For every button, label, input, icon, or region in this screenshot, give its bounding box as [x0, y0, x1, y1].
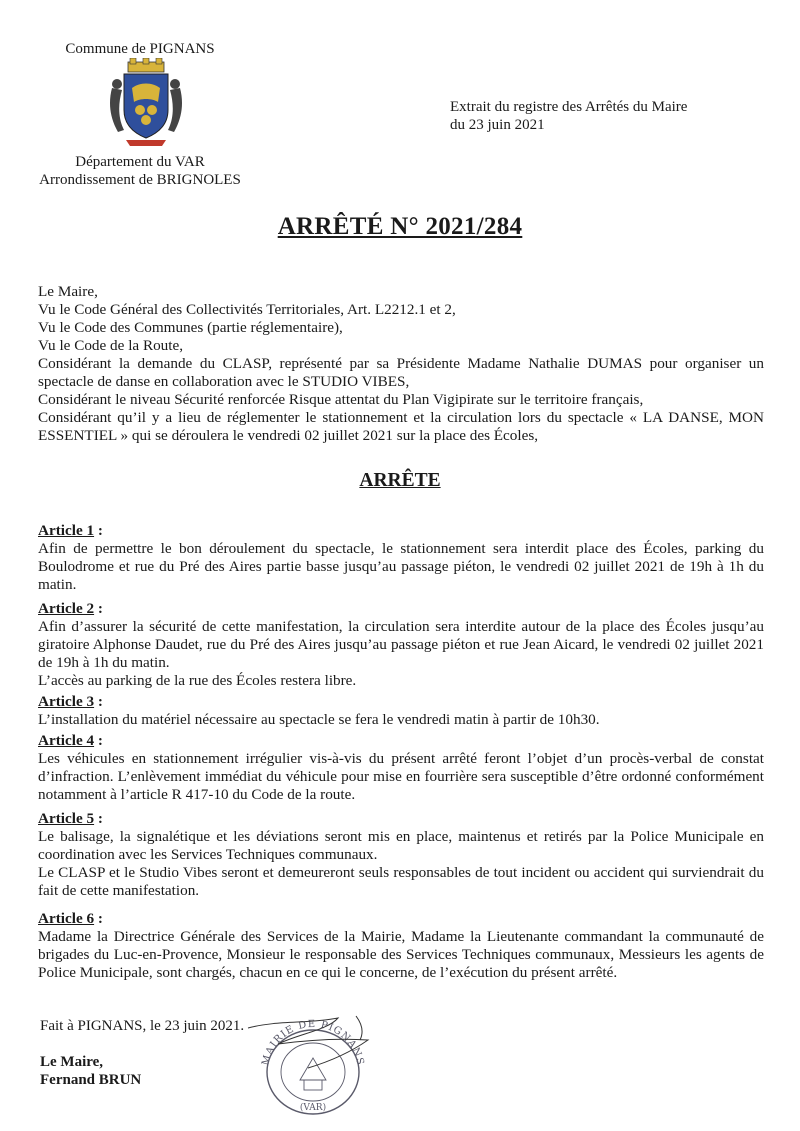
article-colon: : — [94, 600, 103, 617]
preamble-line: Considérant la demande du CLASP, représenté par sa Présidente Madame Nathalie DUMAS pour organiser un spectacle de danse en collaboration avec le STUDIO VIBES, — [38, 355, 764, 390]
stamp-top-text: MAIRIE DE PIGNANS — [260, 1018, 366, 1067]
place-and-date: Fait à PIGNANS, le 23 juin 2021. — [40, 1018, 245, 1034]
article-2 — [38, 600, 764, 690]
administrative-header — [20, 153, 260, 189]
article-colon: : — [94, 810, 103, 827]
article-paragraph: Afin de permettre le bon déroulement du spectacle, le stationnement sera interdit place des Écoles, parking du Boulodrome et rue du Pré des Aires partie basse jusqu’au passage piéton, le vendredi 02 juillet 2021 de 19h à 1h du matin. — [38, 540, 764, 593]
article-paragraph: Les véhicules en stationnement irrégulier vis-à-vis du présent arrêté feront l’objet d’un procès-verbal de constat d’infraction. L’enlèvement immédiat du véhicule pour mise en fourrière sera susceptible d’être ordonné conformément notamment à l’article R 417-10 du Code de la route. — [38, 750, 764, 803]
registry-extract — [450, 98, 687, 134]
extract-date: du 23 juin 2021 — [450, 117, 545, 133]
article-colon: : — [94, 522, 103, 539]
article-4 — [38, 732, 764, 804]
article-title: Article 2 — [38, 600, 95, 617]
article-6 — [38, 910, 764, 982]
arrete-heading: ARRÊTE — [359, 470, 441, 491]
arrondissement: Arrondissement de BRIGNOLES — [39, 172, 241, 188]
article-title: Article 4 — [38, 732, 95, 749]
preamble — [38, 283, 764, 445]
preamble-line: Considérant le niveau Sécurité renforcée Risque attentat du Plan Vigipirate sur le territoire français, — [38, 391, 644, 408]
commune-name: Commune de PIGNANS — [65, 41, 215, 57]
extract-line-1: Extrait du registre des Arrêtés du Maire — [450, 99, 688, 115]
article-title: Article 1 — [38, 522, 95, 539]
article-paragraph: Afin d’assurer la sécurité de cette manifestation, la circulation sera interdite autour de la place des Écoles jusqu’au giratoire Alphonse Daudet, rue du Pré des Aires jusqu’au passage piéton et rue Jean Aicard, le vendredi 02 juillet 2021 de 19h à 1h du matin. — [38, 618, 764, 671]
article-colon: : — [94, 732, 103, 749]
preamble-line: Considérant qu’il y a lieu de réglementer le stationnement et la circulation lors du spectacle « LA DANSE, MON ESSENTIEL » qui se déroulera le vendredi 02 juillet 2021 sur la place des Écoles, — [38, 409, 764, 444]
articles — [38, 522, 764, 982]
coat-of-arms-icon — [104, 58, 188, 150]
article-title: Article 6 — [38, 910, 95, 927]
article-colon: : — [94, 910, 103, 927]
article-title: Article 5 — [38, 810, 95, 827]
article-3 — [38, 693, 764, 729]
mairie-stamp-icon — [238, 1010, 388, 1120]
preamble-line: Vu le Code Général des Collectivités Territoriales, Art. L2212.1 et 2, — [38, 301, 456, 318]
article-paragraph: Madame la Directrice Générale des Services de la Mairie, Madame la Lieutenante commandant la communauté de brigades du Luc-en-Provence, Monsieur le responsable des Services Techniques communaux, Messieurs les agents de Police Municipale, sont chargés, chacun en ce qui le concerne, de l’exécution du présent arrêté. — [38, 928, 764, 981]
departement: Département du VAR — [75, 154, 205, 170]
stamp-bottom-text: (VAR) — [299, 1103, 327, 1113]
document-title: ARRÊTÉ N° 2021/284 — [277, 213, 523, 240]
article-1 — [38, 522, 764, 594]
signatory-name: Fernand BRUN — [40, 1072, 142, 1088]
article-paragraph: L’accès au parking de la rue des Écoles restera libre. — [38, 672, 357, 689]
preamble-line: Vu le Code des Communes (partie réglementaire), — [38, 319, 343, 336]
article-5 — [38, 810, 764, 900]
article-colon: : — [94, 693, 103, 710]
article-paragraph: Le balisage, la signalétique et les déviations seront mis en place, maintenus et retirés par la Police Municipale en coordination avec les Services Techniques communaux. — [38, 828, 764, 863]
preamble-line: Vu le Code de la Route, — [38, 337, 184, 354]
article-paragraph: L’installation du matériel nécessaire au spectacle se fera le vendredi matin à partir de 10h30. — [38, 711, 600, 728]
signatory-role: Le Maire, — [40, 1054, 104, 1070]
article-paragraph: Le CLASP et le Studio Vibes seront et demeureront seuls responsables de tout incident ou accident qui surviendrait du fait de cette manifestation. — [38, 864, 764, 899]
preamble-line: Le Maire, — [38, 283, 98, 300]
article-title: Article 3 — [38, 693, 95, 710]
